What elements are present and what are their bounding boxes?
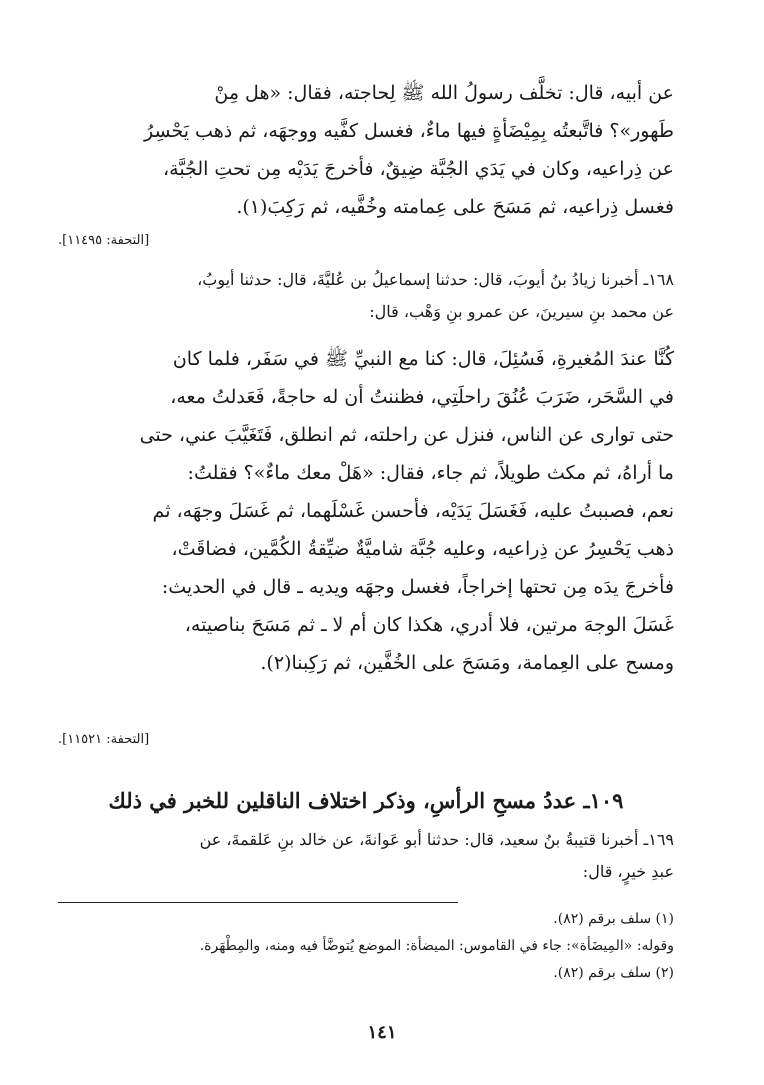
text-line: ومسح على العِمامة، ومَسَحَ على الخُفَّين، ثم رَكِبنا(٢). [260,652,674,674]
text-line: حتى توارى عن الناس، فنزل عن راحلته، ثم انطلق، فَتَغَيَّبَ عني، حتى [139,424,674,446]
isnad-line: عن محمد بنِ سيرينَ، عن عمرو بنِ وَهْب، قال: [369,302,674,321]
page-number: ١٤١ [367,1022,397,1043]
text-line: طَهور»؟ فاتَّبعتُه بِمِيْضَأةٍ فيها ماءٌ، فغسل كفَّيه ووجهَه، ثم ذهب يَحْسِرُ [144,120,674,142]
footnotes [58,906,674,987]
hadith-text-continued [58,74,674,226]
text-line: فغسل ذِراعيه، ثم مَسَحَ على عِمامته وخُفَّيه، ثم رَكِبَ(١). [236,196,674,218]
text-line: كُنَّا عندَ المُغيرةِ، فَسُئِلَ، قال: كنا مع النبيِّ ﷺ في سَفَر، فلما كان [172,348,674,370]
text-line: في السَّحَر، ضَرَبَ عُنُقَ راحلَتِي، فظننتُ أن له حاجةً، فَعَدلتُ معه، [170,386,674,408]
hadith-168-isnad [58,264,674,328]
text-line: نعم، فصببتُ عليه، فَغَسَلَ يَدَيْه، فأحسن غَسْلَهما، ثم غَسَلَ وجهَه، ثم [152,500,674,522]
footnote: (١) سلف برقم (٨٢). [553,911,674,927]
isnad-line: ١٦٨ـ أخبرنا زيادُ بنُ أيوبَ، قال: حدثنا إسماعيلُ بن عُليَّةَ، قال: حدثنا أيوبُ، [197,270,674,289]
text-line: عن ذِراعيه، وكان في يَدَي الجُبَّة ضِيقٌ، فأخرجَ يَدَيْه مِن تحتِ الجُبَّة، [163,158,674,180]
section-heading: ١٠٩ـ عددُ مسحِ الرأسِ، وذكر اختلاف الناقلين للخبر في ذلك [108,788,624,813]
tuhfa-reference-1: [التحفة: ١١٤٩٥]. [58,233,150,248]
hadith-169-isnad [58,824,674,888]
footnote: وقوله: «المِيضَأة»: جاء في القاموس: الميضأة: الموضع يُتوضَّأ فيه ومنه، والمِطْهَرة. [199,938,674,954]
isnad-line: ١٦٩ـ أخبرنا قتيبةُ بنُ سعيد، قال: حدثنا أبو عَوانةَ، عن خالد بنِ عَلقمةَ، عن [199,830,674,849]
tuhfa-reference-2: [التحفة: ١١٥٢١]. [58,732,150,747]
footnote: (٢) سلف برقم (٨٢). [553,965,674,981]
text-line: ما أراهُ، ثم مكث طويلاً، ثم جاء، فقال: «هَلْ معك ماءٌ»؟ فقلتُ: [187,462,674,484]
isnad-line: عبدِ خيرٍ، قال: [582,862,674,881]
text-line: عن أبيه، قال: تخلَّف رسولُ الله ﷺ لِحاجته، فقال: «هل مِنْ [214,82,674,104]
text-line: غَسَلَ الوجهَ مرتين، فلا أدري، هكذا كان أم لا ـ ثم مَسَحَ بناصيته، [184,614,674,636]
text-line: ذهب يَحْسِرُ عن ذِراعيه، وعليه جُبَّة شاميَّةٌ ضيِّقةُ الكُمَّين، فضاقَتْ، [171,538,674,560]
hadith-168-matn [58,340,674,682]
footnote-divider [58,902,458,903]
text-line: فأخرجَ يدَه مِن تحتها إخراجاً، فغسل وجهَه ويديه ـ قال في الحديث: [161,576,674,598]
